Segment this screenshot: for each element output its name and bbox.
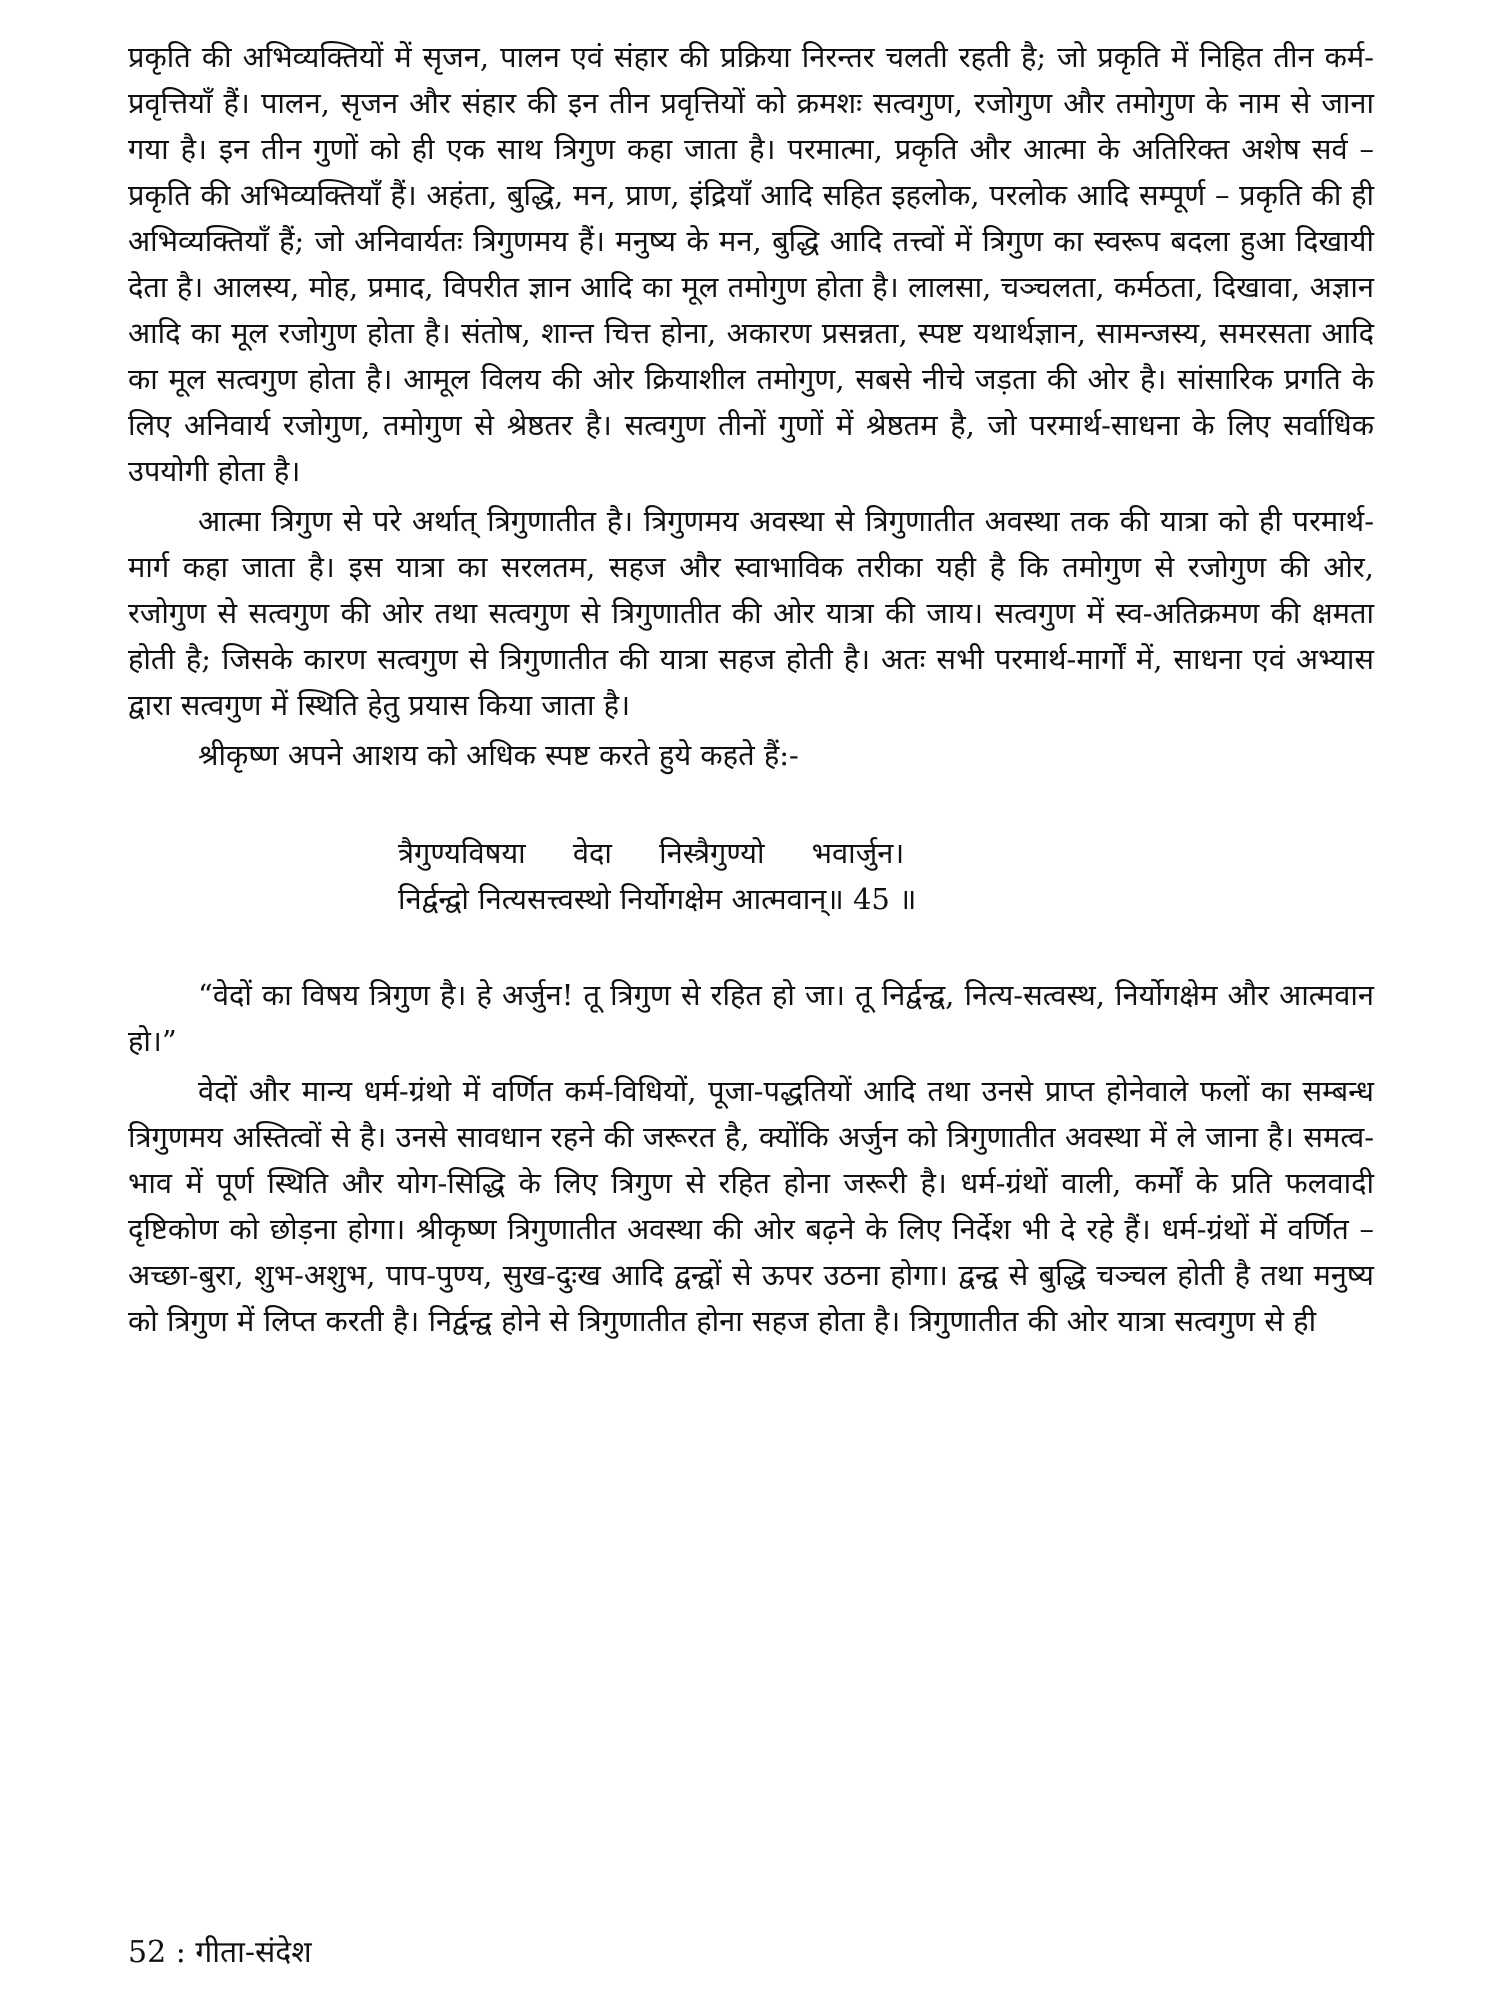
paragraph-trigun-manifestations: प्रकृति की अभिव्यक्तियों में सृजन, पालन एवं संहार की प्रक्रिया निरन्तर चलती रहती है; जो प्रकृति में निहित तीन कर्म-प्रवृत्तियाँ हैं। पालन, सृजन और संहार की इन तीन प्रवृत्तियों को क्रमशः सत्वगुण, रजोगुण और तमोगुण के नाम से जाना गया है। इन तीन गुणों को ही एक साथ त्रिगुण कहा जाता है। परमात्मा, प्रकृति और आत्मा के अतिरिक्त अशेष सर्व – प्रकृति की अभिव्यक्तियाँ हैं। अहंता, बुद्धि, मन, प्राण, इंद्रियाँ आदि सहित इहलोक, परलोक आदि सम्पूर्ण – प्रकृति की ही अभिव्यक्तियाँ हैं; जो अनिवार्यतः त्रिगुणमय हैं। मनुष्य के मन, बुद्धि आदि तत्त्वों में त्रिगुण का स्वरूप बदला हुआ दिखायी देता है। आलस्य, मोह, प्रमाद, विपरीत ज्ञान आदि का मूल तमोगुण होता है। लालसा, चञ्चलता, कर्मठता, दिखावा, अज्ञान आदि का मूल रजोगुण होता है। संतोष, शान्त चित्त होना, अकारण प्रसन्नता, स्पष्ट यथार्थज्ञान, सामन्जस्य, समरसता आदि का मूल सत्वगुण होता है। आमूल विलय की ओर क्रियाशील तमोगुण, सबसे नीचे जड़ता की ओर है। सांसारिक प्रगति के लिए अनिवार्य रजोगुण, तमोगुण से श्रेष्ठतर है। सत्वगुण तीनों गुणों में श्रेष्ठतम है, जो परमार्थ-साधना के लिए सर्वाधिक उपयोगी होता है। — [128, 40, 1374, 488]
shloka-block — [128, 830, 1374, 922]
paragraph-commentary: वेदों और मान्य धर्म-ग्रंथो में वर्णित कर्म-विधियों, पूजा-पद्धतियों आदि तथा उनसे प्राप्त होनेवाले फलों का सम्बन्ध त्रिगुणमय अस्तित्वों से है। उनसे सावधान रहने की जरूरत है, क्योंकि अर्जुन को त्रिगुणातीत अवस्था में ले जाना है। समत्व-भाव में पूर्ण स्थिति और योग-सिद्धि के लिए त्रिगुण से रहित होना जरूरी है। धर्म-ग्रंथों वाली, कर्मों के प्रति फलवादी दृष्टिकोण को छोड़ना होगा। श्रीकृष्ण त्रिगुणातीत अवस्था की ओर बढ़ने के लिए निर्देश भी दे रहे हैं। धर्म-ग्रंथों में वर्णित – अच्छा-बुरा, शुभ-अशुभ, पाप-पुण्य, सुख-दुःख आदि द्वन्द्वों से ऊपर उठना होगा। द्वन्द्व से बुद्धि चञ्चल होती है तथा मनुष्य को त्रिगुण में लिप्त करती है। निर्द्वन्द्व होने से त्रिगुणातीत होना सहज होता है। त्रिगुणातीत की ओर यात्रा सत्वगुण से ही — [128, 1074, 1374, 1338]
paragraph-shloka-translation: “वेदों का विषय त्रिगुण है। हे अर्जुन! तू त्रिगुण से रहित हो जा। तू निर्द्वन्द्व, नित्य-सत्वस्थ, निर्योगक्षेम और आत्मवान हो।” — [128, 978, 1374, 1058]
shloka-line-2: निर्द्वन्द्वो नित्यसत्त्वस्थो निर्योगक्षेम आत्मवान्॥ 45 ॥ — [398, 882, 917, 916]
paragraph-shloka-intro: श्रीकृष्ण अपने आशय को अधिक स्पष्ट करते हुये कहते हैं:- — [198, 738, 799, 772]
page-footer: 52 : गीता-संदेश — [128, 1935, 312, 1970]
body-text — [128, 34, 1374, 1344]
paragraph-atma-beyond-trigun: आत्मा त्रिगुण से परे अर्थात् त्रिगुणातीत है। त्रिगुणमय अवस्था से त्रिगुणातीत अवस्था तक की यात्रा को ही परमार्थ-मार्ग कहा जाता है। इस यात्रा का सरलतम, सहज और स्वाभाविक तरीका यही है कि तमोगुण से रजोगुण की ओर, रजोगुण से सत्वगुण की ओर तथा सत्वगुण से त्रिगुणातीत की ओर यात्रा की जाय। सत्वगुण में स्व-अतिक्रमण की क्षमता होती है; जिसके कारण सत्वगुण से त्रिगुणातीत की यात्रा सहज होती है। अतः सभी परमार्थ-मार्गों में, साधना एवं अभ्यास द्वारा सत्वगुण में स्थिति हेतु प्रयास किया जाता है। — [128, 504, 1374, 722]
shloka-line-1: त्रैगुण्यविषया वेदा निस्त्रैगुण्यो भवार्जुन। — [398, 836, 905, 870]
